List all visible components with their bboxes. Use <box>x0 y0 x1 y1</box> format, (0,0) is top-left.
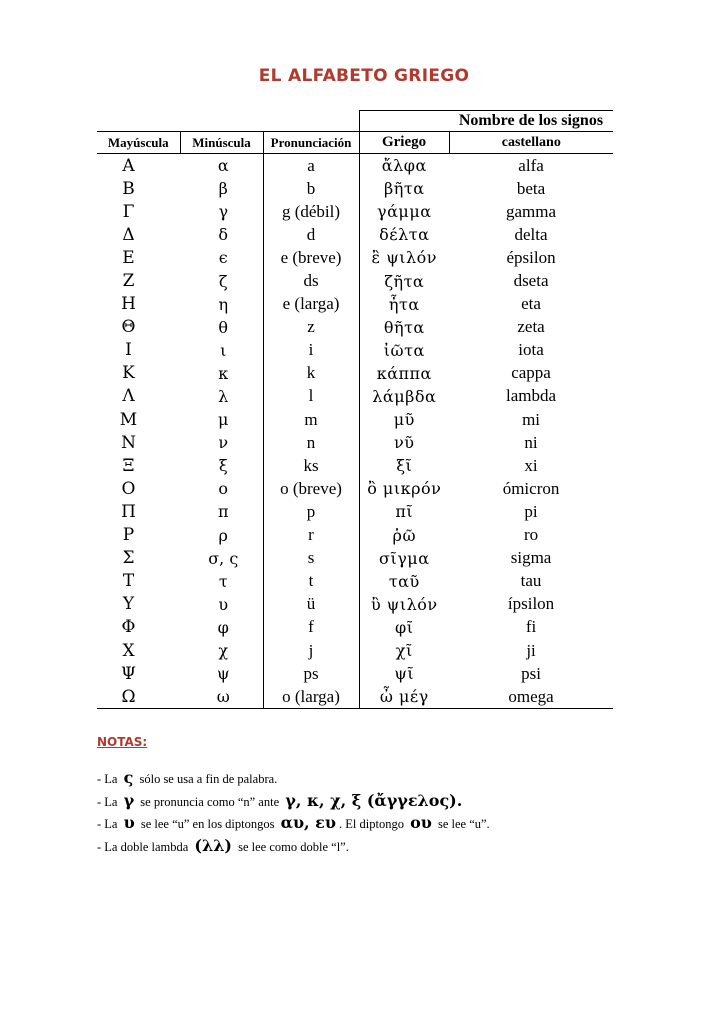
table-row <box>97 177 613 200</box>
note-text: se lee como doble “l”. <box>238 840 349 854</box>
cell-minuscula: χ <box>218 641 229 661</box>
greek-glyph: γ <box>123 791 135 810</box>
cell-castellano: fi <box>525 617 537 637</box>
table-row <box>97 500 613 523</box>
cell-griego: σῖγμα <box>379 548 430 568</box>
cell-griego: πῖ <box>395 502 414 522</box>
header-castellano: castellano <box>449 132 613 154</box>
note-upsilon <box>97 813 490 832</box>
cell-pronunciacion: n <box>263 431 359 454</box>
greek-alphabet-table <box>97 110 613 709</box>
cell-pronunciacion: f <box>263 616 359 639</box>
cell-minuscula: λ <box>218 386 229 406</box>
cell-mayuscula: Ε <box>122 247 135 268</box>
cell-mayuscula: Θ <box>121 317 136 338</box>
cell-mayuscula: Ζ <box>122 271 135 292</box>
cell-mayuscula: Μ <box>119 409 138 430</box>
cell-minuscula: σ, ς <box>208 548 239 568</box>
cell-minuscula: ο <box>218 479 229 499</box>
cell-griego: θῆτα <box>383 317 425 337</box>
cell-pronunciacion: z <box>263 316 359 339</box>
cell-castellano: eta <box>521 294 541 314</box>
greek-glyph: ς <box>123 768 134 787</box>
cell-griego: ξῖ <box>396 456 413 476</box>
table-row <box>97 477 613 500</box>
cell-mayuscula: Ρ <box>122 525 135 546</box>
cell-mayuscula: Χ <box>122 640 135 661</box>
cell-castellano: iota <box>518 340 544 360</box>
cell-castellano: omega <box>449 685 613 709</box>
note-text: se lee “u”. <box>437 817 490 831</box>
table-row <box>97 685 613 709</box>
greek-glyph: αυ, ευ <box>280 813 337 832</box>
cell-minuscula: ι <box>220 340 227 360</box>
cell-minuscula: φ <box>217 617 229 637</box>
cell-castellano: mi <box>522 409 541 429</box>
cell-minuscula: ν <box>218 433 229 453</box>
group-header-nombre-signos: Nombre de los signos <box>359 111 613 132</box>
cell-castellano: xi <box>524 455 538 475</box>
cell-griego: ζῆτα <box>384 271 425 291</box>
notes-heading: NOTAS: <box>97 735 148 749</box>
cell-griego: ἒ ψιλόν <box>371 248 438 268</box>
cell-pronunciacion: i <box>263 339 359 362</box>
cell-minuscula: ξ <box>218 456 228 476</box>
cell-mayuscula: Ψ <box>121 663 136 684</box>
cell-mayuscula: Γ <box>122 201 135 222</box>
cell-mayuscula: Δ <box>122 224 135 245</box>
cell-mayuscula: Υ <box>122 594 135 615</box>
cell-pronunciacion: e (larga) <box>263 293 359 316</box>
cell-pronunciacion: b <box>263 177 359 200</box>
cell-pronunciacion: r <box>263 524 359 547</box>
cell-mayuscula: Η <box>121 294 136 315</box>
greek-glyph: υ <box>123 813 135 832</box>
cell-minuscula: ϵ <box>218 248 228 268</box>
cell-pronunciacion: ü <box>263 593 359 616</box>
note-text: . El diptongo <box>339 817 404 831</box>
cell-pronunciacion: p <box>263 500 359 523</box>
table-row <box>97 431 613 454</box>
table-row <box>97 385 613 408</box>
cell-pronunciacion: d <box>263 223 359 246</box>
note-text: - La <box>97 817 118 831</box>
cell-pronunciacion: ds <box>263 269 359 292</box>
table-row <box>97 454 613 477</box>
cell-mayuscula: Ι <box>125 340 132 361</box>
cell-mayuscula: Ο <box>121 478 136 499</box>
cell-pronunciacion: m <box>263 408 359 431</box>
cell-griego: ἰῶτα <box>383 340 425 360</box>
cell-mayuscula: Φ <box>121 617 136 638</box>
cell-castellano: épsilon <box>506 247 556 267</box>
cell-pronunciacion: g (débil) <box>263 200 359 223</box>
cell-castellano: ni <box>524 432 538 452</box>
cell-griego: χῖ <box>395 641 413 661</box>
cell-griego: ὒ ψιλόν <box>370 594 438 614</box>
cell-pronunciacion: s <box>263 547 359 570</box>
cell-castellano: ro <box>523 525 539 545</box>
note-text: - La <box>97 795 118 809</box>
cell-mayuscula: Ξ <box>122 455 135 476</box>
table-row <box>97 616 613 639</box>
cell-castellano: dseta <box>513 271 549 291</box>
cell-castellano: ji <box>526 640 536 660</box>
cell-castellano: ómicron <box>502 478 560 498</box>
page-title: EL ALFABETO GRIEGO <box>258 66 470 86</box>
header-griego: Griego <box>359 132 449 154</box>
table-row <box>97 662 613 685</box>
cell-pronunciacion: k <box>263 362 359 385</box>
table-row <box>97 593 613 616</box>
cell-minuscula: η <box>218 294 229 314</box>
cell-castellano: pi <box>524 501 538 521</box>
cell-castellano: gamma <box>506 201 557 221</box>
cell-griego: ἄλφα <box>381 156 427 176</box>
note-gamma <box>97 791 465 810</box>
cell-mayuscula: Β <box>122 178 135 199</box>
cell-minuscula: ρ <box>218 525 228 545</box>
table-row <box>97 570 613 593</box>
table-row <box>97 339 613 362</box>
cell-pronunciacion: ks <box>263 454 359 477</box>
cell-minuscula: α <box>217 156 229 176</box>
cell-mayuscula: Κ <box>122 363 135 384</box>
cell-griego: λάμβδα <box>372 386 437 406</box>
note-text: se lee “u” en los diptongos <box>140 817 275 831</box>
header-pronunciacion: Pronunciación <box>263 132 359 154</box>
cell-griego: ταῦ <box>388 571 420 591</box>
cell-mayuscula: Π <box>121 501 136 522</box>
greek-glyph: γ, κ, χ, ξ (ἄγγελος). <box>285 791 463 810</box>
cell-griego: γάμμα <box>377 202 432 222</box>
note-text: se pronuncia como “n” ante <box>140 795 280 809</box>
cell-pronunciacion: a <box>263 154 359 178</box>
header-minuscula: Minúscula <box>180 132 263 154</box>
column-header-row <box>97 132 613 154</box>
cell-minuscula: τ <box>218 571 228 591</box>
cell-castellano: beta <box>516 178 546 198</box>
table-row <box>97 408 613 431</box>
cell-minuscula: δ <box>218 225 229 245</box>
cell-mayuscula: Τ <box>122 571 135 592</box>
cell-castellano: delta <box>514 224 548 244</box>
cell-mayuscula: Α <box>122 155 135 176</box>
note-text: - La <box>97 772 118 786</box>
note-text: sólo se usa a fin de palabra. <box>139 772 278 786</box>
cell-pronunciacion: j <box>263 639 359 662</box>
cell-minuscula: ζ <box>218 271 228 291</box>
cell-griego: κάππα <box>376 363 432 383</box>
table-row <box>97 200 613 223</box>
table-row <box>97 639 613 662</box>
cell-minuscula: β <box>218 179 228 199</box>
cell-griego: ψῖ <box>394 664 415 684</box>
cell-minuscula: ω <box>180 685 263 709</box>
cell-griego: φῖ <box>395 617 414 637</box>
cell-minuscula: μ <box>218 410 229 430</box>
cell-castellano: lambda <box>506 386 557 406</box>
table-row <box>97 246 613 269</box>
table-row <box>97 269 613 292</box>
cell-castellano: tau <box>520 571 542 591</box>
note-double-lambda <box>97 836 349 855</box>
cell-griego: μῦ <box>393 410 415 430</box>
cell-minuscula: ψ <box>216 664 230 684</box>
greek-glyph: ου <box>410 813 432 832</box>
group-header-row <box>97 111 613 132</box>
note-final-sigma <box>97 768 277 787</box>
header-mayuscula: Mayúscula <box>97 132 180 154</box>
greek-glyph: (λλ) <box>194 836 232 855</box>
cell-castellano: zeta <box>517 317 545 337</box>
cell-castellano: ípsilon <box>507 594 555 614</box>
note-text: - La doble lambda <box>97 840 189 854</box>
cell-minuscula: κ <box>218 363 229 383</box>
cell-mayuscula: Λ <box>122 386 135 407</box>
cell-pronunciacion: o (larga) <box>263 685 359 709</box>
cell-griego: δέλτα <box>379 225 430 245</box>
cell-minuscula: γ <box>218 202 229 222</box>
cell-pronunciacion: o (breve) <box>263 477 359 500</box>
cell-castellano: cappa <box>511 363 551 383</box>
cell-griego: ῥῶ <box>392 525 416 545</box>
cell-castellano: alfa <box>518 155 544 175</box>
cell-mayuscula: Ν <box>121 432 136 453</box>
table-row <box>97 524 613 547</box>
cell-mayuscula: Σ <box>122 548 135 569</box>
table-row <box>97 223 613 246</box>
cell-minuscula: π <box>217 502 229 522</box>
cell-griego: ὦ μέγ <box>359 685 449 709</box>
cell-minuscula: υ <box>218 594 229 614</box>
cell-pronunciacion: ps <box>263 662 359 685</box>
cell-mayuscula: Ω <box>97 685 180 709</box>
cell-pronunciacion: l <box>263 385 359 408</box>
table-row <box>97 154 613 178</box>
cell-pronunciacion: e (breve) <box>263 246 359 269</box>
cell-castellano: psi <box>521 663 541 683</box>
table-row <box>97 362 613 385</box>
cell-griego: ὂ μικρόν <box>367 479 442 499</box>
table-row <box>97 316 613 339</box>
cell-castellano: sigma <box>510 548 552 568</box>
cell-griego: ἦτα <box>388 294 420 314</box>
cell-pronunciacion: t <box>263 570 359 593</box>
cell-griego: νῦ <box>394 433 415 453</box>
table-row <box>97 293 613 316</box>
cell-griego: βῆτα <box>384 179 425 199</box>
table-row <box>97 547 613 570</box>
cell-minuscula: θ <box>218 317 229 337</box>
